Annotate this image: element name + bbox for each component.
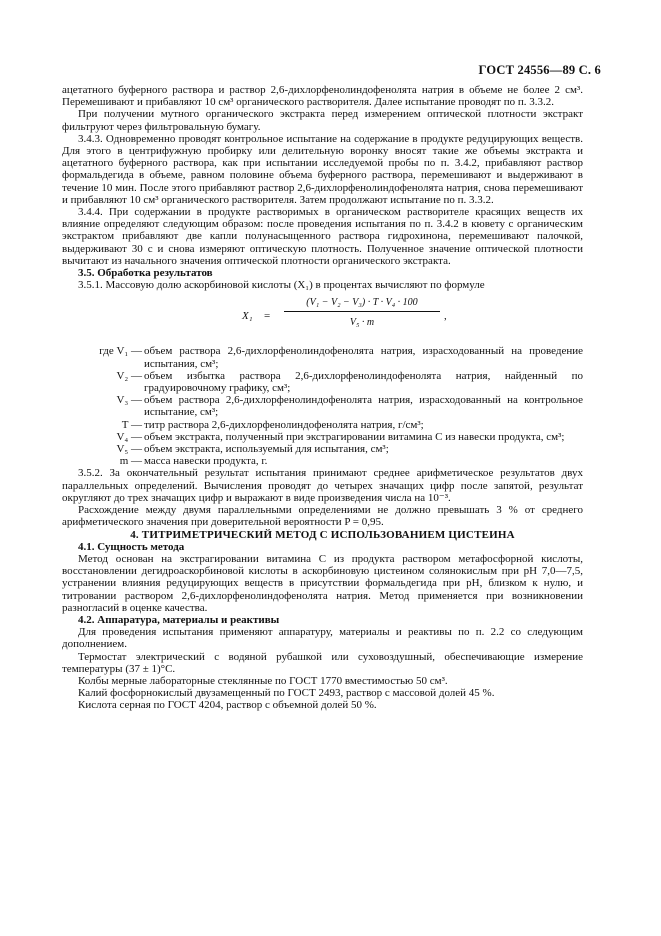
section-title-4: 4. ТИТРИМЕТРИЧЕСКИЙ МЕТОД С ИСПОЛЬЗОВАНИЕМ ЦИСТЕИНА [130, 528, 515, 541]
definition-text: масса навески продукта, г. [144, 455, 268, 468]
definition-symbol: V₃ — [116, 394, 142, 407]
definition-symbol: T — [121, 418, 142, 431]
paragraph: При получении мутного органического экстракта перед измерением оптической плотности экстракт фильтруют через фильтровальную бумагу. [62, 108, 583, 133]
paragraph: Метод основан на экстрагировании витамина С из продукта раствором метафосфорной кислоты, восстановлении дегидроаскорбиновой кислоты в аскорбиновую цистеином солянокислым при pH 7,0—7,5, устранении влияния редуцирующих веществ в присутствии формальдегида при pH, близком к нулю, и титровании раствором 2,6-дихлорфенолиндофенолята натрия. Метод применяется при возникновении разногласий в оценке качества. [62, 552, 583, 614]
page-header: ГОСТ 24556—89 С. 6 [478, 63, 601, 77]
formula-comma: , [444, 310, 447, 323]
definition-text: объем раствора 2,6-дихлорфенолиндофенолята натрия, израсходованный на проведение испытания, см³; [144, 345, 583, 370]
paragraph: Кислота серная по ГОСТ 4204, раствор с объемной долей 50 %. [78, 699, 377, 712]
paragraph-3-4-3: 3.4.3. Одновременно проводят контрольное испытание на содержание в продукте редуцирующих веществ. Для этого в центрифужную пробирку или делительную воронку вносят такие же объемы экстракта и ацетатного буферного раствора, как при испытании исследуемой пробы по п. 3.4.2, прибавляют раствор формальдегида в объеме, равном половине объема буферного раствора, перемешивают и выдерживают в течение 10 мин. После этого прибавляют раствор 2,6-дихлорфенолиндофенолята натрия, снова перемешивают и прибавляют 10 см³ органического растворителя. Затем продолжают испытание по п. 3.3.2. [62, 132, 583, 206]
section-heading-4-2: 4.2. Аппаратура, материалы и реактивы [78, 613, 280, 626]
section-heading-3-5: 3.5. Обработка результатов [78, 267, 213, 280]
definition-symbol: V₂ — [116, 369, 142, 382]
definition-symbol: m — [119, 455, 142, 468]
document-body [62, 84, 583, 712]
formula [62, 297, 583, 337]
paragraph: Калий фосфорнокислый двузамещенный по ГОСТ 2493, раствор с массовой долей 45 %. [78, 687, 495, 700]
paragraph: Для проведения испытания применяют аппаратуру, материалы и реактивы по п. 2.2 со следующим дополнением. [62, 626, 583, 651]
formula-lhs: X₁ [242, 310, 253, 323]
definition-item [62, 394, 583, 418]
variable-definitions [62, 345, 583, 467]
paragraph: Расхождение между двумя параллельными определениями не должно превышать 3 % от среднего арифметического значения при доверительной вероятности P = 0,95. [62, 504, 583, 529]
definition-item [62, 443, 583, 455]
paragraph: Термостат электрический с водяной рубашкой или суховоздушный, обеспечивающие измерение температуры (37 ± 1)°С. [62, 650, 583, 675]
formula-equals: = [264, 310, 271, 323]
paragraph-3-5-2: 3.5.2. За окончательный результат испытания принимают среднее арифметическое результатов двух параллельных определений. Вычисления проводят до четырех значащих цифр после запятой, результат округляют до трех значащих цифр и выражают в виде произведения числа на 10⁻³. [62, 467, 583, 504]
paragraph: Колбы мерные лабораторные стеклянные по ГОСТ 1770 вместимостью 50 см³. [78, 674, 448, 687]
section-heading-4-1: 4.1. Сущность метода [78, 540, 185, 553]
formula-denominator: V₅ · m [349, 317, 375, 329]
definition-text: объем экстракта, полученный при экстрагировании витамина С из навески продукта, см³; [144, 430, 565, 443]
paragraph-3-4-4: 3.4.4. При содержании в продукте растворимых в органическом растворителе красящих веществ их влияние определяют следующим образом: после проведения испытания по п. 3.4.2 в кювету с органическим экстрактом прибавляют две капли полунасыщенного раствора гидрохинона, перемешивают палочкой, выдерживают 30 с и снова измеряют оптическую плотность. Полученное значение оптической плотности вычитают из начального значения оптической плотности органического экстракта. [62, 206, 583, 267]
definition-item [62, 455, 583, 467]
definition-text: объем избытка раствора 2,6-дихлорфенолиндофенолята натрия, найденный по градуировочному графику, см³; [144, 369, 583, 395]
definition-symbol: V₄ — [116, 430, 142, 443]
definition-item [62, 345, 583, 369]
paragraph: ацетатного буферного раствора и раствор 2,6-дихлорфенолиндофенолята натрия в объеме не более 2 см³. Перемешивают и прибавляют 10 см³ органического растворителя. Далее испытание проводят по п. 3.3.2. [62, 84, 583, 109]
definition-text: титр раствора 2,6-дихлорфенолиндофенолята натрия, г/см³; [144, 418, 424, 431]
definition-text: объем экстракта, используемый для испытания, см³; [144, 443, 389, 456]
definition-item [62, 370, 583, 394]
paragraph-3-5-1: 3.5.1. Массовую долю аскорбиновой кислоты (X₁) в процентах вычисляют по формуле [78, 279, 485, 292]
definition-item [62, 419, 583, 431]
definition-item [62, 431, 583, 443]
definition-symbol: где V₁ — [99, 345, 142, 358]
formula-numerator: (V₁ − V₂ − V₃) · T · V₄ · 100 [284, 297, 440, 311]
definition-symbol: V₅ — [116, 443, 142, 456]
definition-text: объем раствора 2,6-дихлорфенолиндофенолята натрия, израсходованный на контрольное испытание, см³; [144, 394, 583, 419]
